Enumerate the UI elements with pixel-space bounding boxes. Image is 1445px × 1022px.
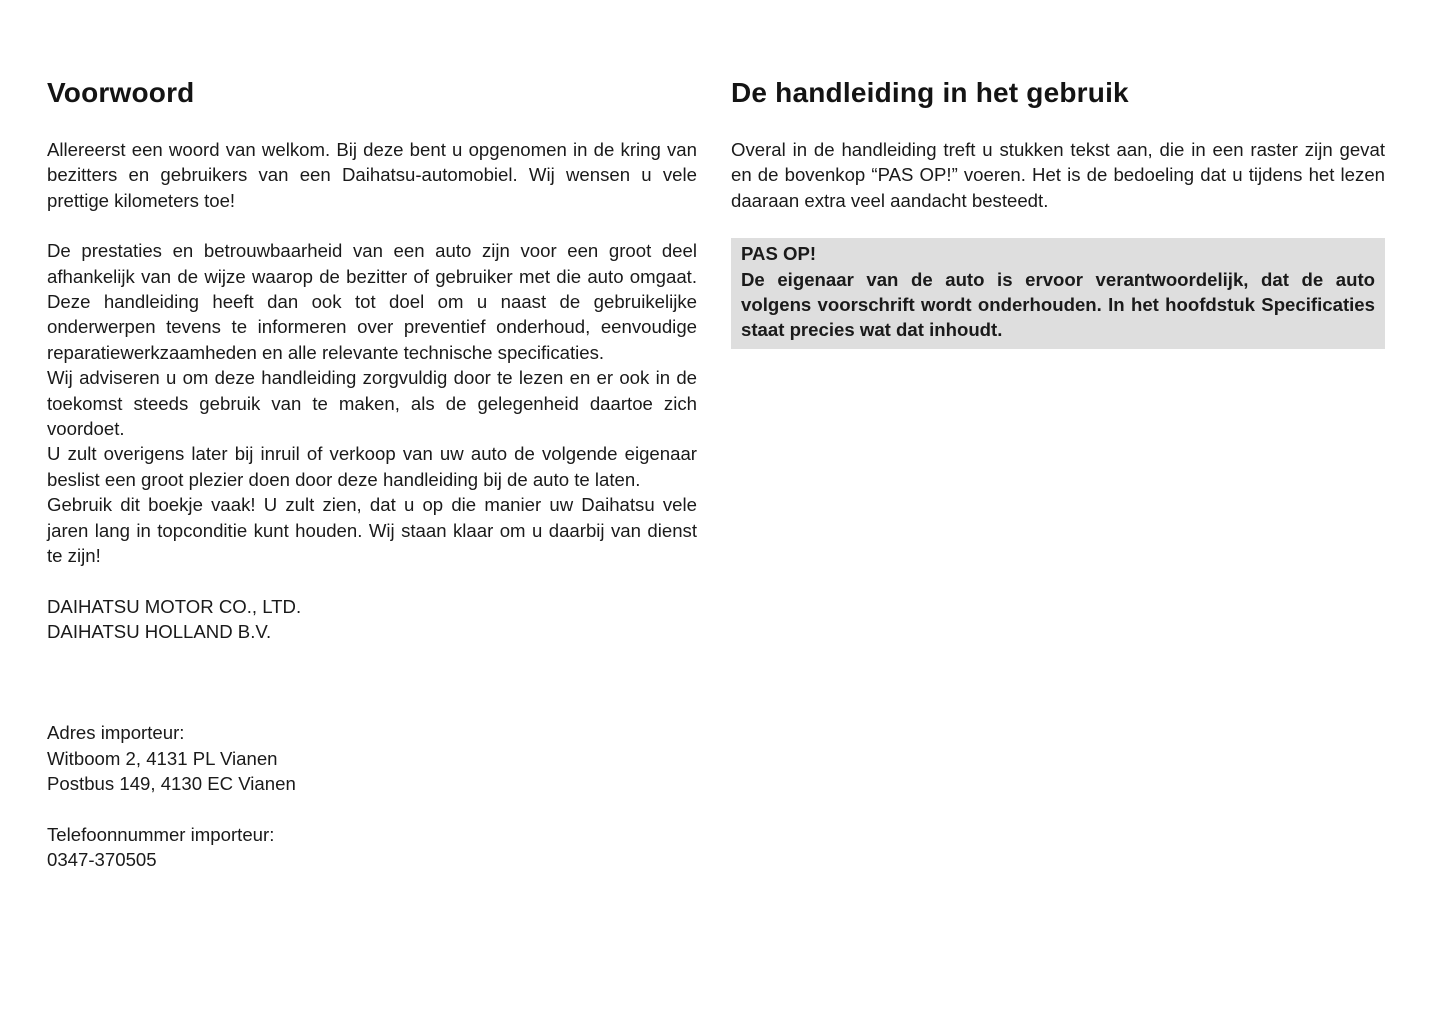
address-label: Adres importeur: <box>47 722 185 744</box>
foreword-column <box>47 74 697 872</box>
usage-title: De handleiding in het gebruik <box>731 77 1129 108</box>
usage-paragraph-intro: Overal in de handleiding treft u stukken tekst aan, die in een raster zijn gevat en de bovenkop “PAS OP!” voeren. Het is de bedoeling dat u tijdens het lezen daaraan extra veel aandacht besteedt. <box>731 139 1385 211</box>
company-name-motor: DAIHATSU MOTOR CO., LTD. <box>47 595 302 617</box>
company-signature <box>47 594 697 645</box>
phone-number: 0347-370505 <box>47 848 157 870</box>
address-postbox: Postbus 149, 4130 EC Vianen <box>47 773 296 795</box>
advice-paragraph: Wij adviseren u om deze handleiding zorgvuldig door te lezen en er ook in de toekomst steeds gebruik van te maken, als de gelegenheid daartoe zich voordoet. <box>47 367 697 440</box>
usage-paragraph: Gebruik dit boekje vaak! U zult zien, dat u op die manier uw Daihatsu vele jaren lang in topconditie kunt houden. Wij staan klaar om u daarbij van dienst te zijn! <box>47 494 697 567</box>
caution-title: PAS OP! <box>741 243 817 265</box>
foreword-title: Voorwoord <box>47 77 195 108</box>
resale-paragraph: U zult overigens later bij inruil of verkoop van uw auto de volgende eigenaar beslist een groot plezier doen door deze handleiding bij de auto te laten. <box>47 443 697 490</box>
caution-text: De eigenaar van de auto is ervoor verantwoordelijk, dat de auto volgens voorschrift wordt onderhouden. In het hoofdstuk Specificaties staat precies wat dat inhoudt. <box>741 268 1375 341</box>
address-street: Witboom 2, 4131 PL Vianen <box>47 747 278 769</box>
importer-phone <box>47 822 697 873</box>
importer-address <box>47 720 697 796</box>
welcome-paragraph: Allereerst een woord van welkom. Bij deze bent u opgenomen in de kring van bezitters en gebruikers van een Daihatsu-automobiel. Wij wensen u vele prettige kilometers toe! <box>47 139 697 211</box>
phone-label: Telefoonnummer importeur: <box>47 823 275 845</box>
caution-box <box>731 238 1385 349</box>
company-name-holland: DAIHATSU HOLLAND B.V. <box>47 620 272 642</box>
performance-paragraph: De prestaties en betrouwbaarheid van een auto zijn voor een groot deel afhankelijk van de wijze waarop de bezitter of gebruiker met die auto omgaat. Deze handleiding heeft dan ook tot doel om u naast de gebruikelijke onderwerpen tevens te informeren over preventief onderhoud, eenvoudige reparatiewerkzaamheden en alle relevante technische specificaties. <box>47 240 697 363</box>
usage-column <box>731 74 1385 349</box>
